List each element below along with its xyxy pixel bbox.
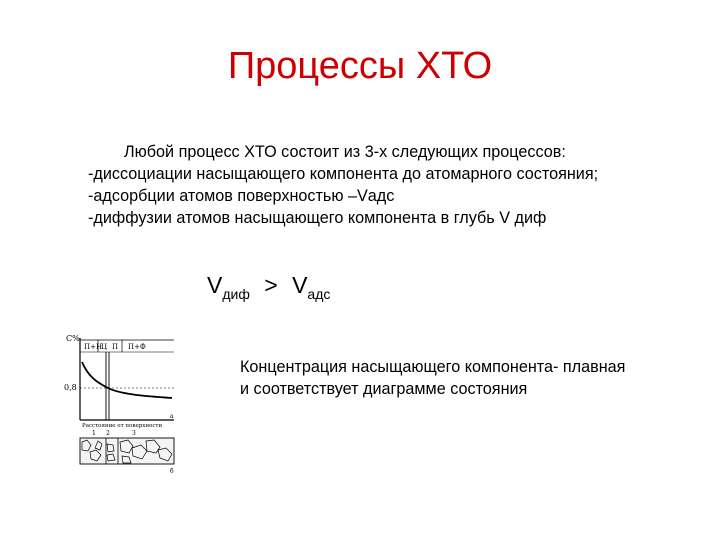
slide-title: Процессы ХТО (227, 45, 493, 87)
diagram-concentration-curve (82, 362, 172, 398)
diagram-zone-label: П+Н (84, 343, 103, 351)
diagram-zone-label: П+Ф (128, 343, 146, 351)
diagram-x-axis-caption: Расстояние от поверхности (82, 423, 163, 429)
intro-line: Любой процесс ХТО состоит из 3-х следующих процессов: (124, 143, 566, 161)
diagram-side-mark: б (170, 468, 174, 475)
intro-line: -диссоциации насыщающего компонента до атомарного состояния; (88, 165, 599, 183)
intro-text (88, 141, 688, 229)
note-line: и соответствует диаграмме состояния (240, 380, 528, 398)
formula-left-subscript: диф (222, 286, 250, 302)
formula-right-subscript: адс (307, 286, 331, 302)
diagram-zone-label: П (112, 343, 119, 351)
intro-line: -диффузии атомов насыщающего компонента в глубь V диф (88, 209, 547, 227)
diagram-y-axis-label: C% (66, 334, 80, 343)
formula-right-symbol: V (292, 272, 308, 298)
note-line: Концентрация насыщающего компонента- плавная (240, 358, 626, 376)
diagram-y-tick: 0,8 (64, 383, 77, 392)
formula (207, 270, 330, 309)
intro-line: -адсорбции атомов поверхностью –Vадс (88, 187, 395, 205)
concentration-diagram (62, 328, 182, 478)
formula-left-symbol: V (207, 272, 223, 298)
formula-operator: > (264, 272, 278, 298)
concentration-note (240, 356, 700, 400)
diagram-side-mark: а (170, 413, 174, 420)
diagram-layer-number: 2 (106, 430, 110, 437)
diagram-layer-number: 3 (132, 430, 136, 437)
diagram-layer-number: 1 (92, 430, 96, 437)
diagram-zone-label: Ц (101, 343, 108, 351)
